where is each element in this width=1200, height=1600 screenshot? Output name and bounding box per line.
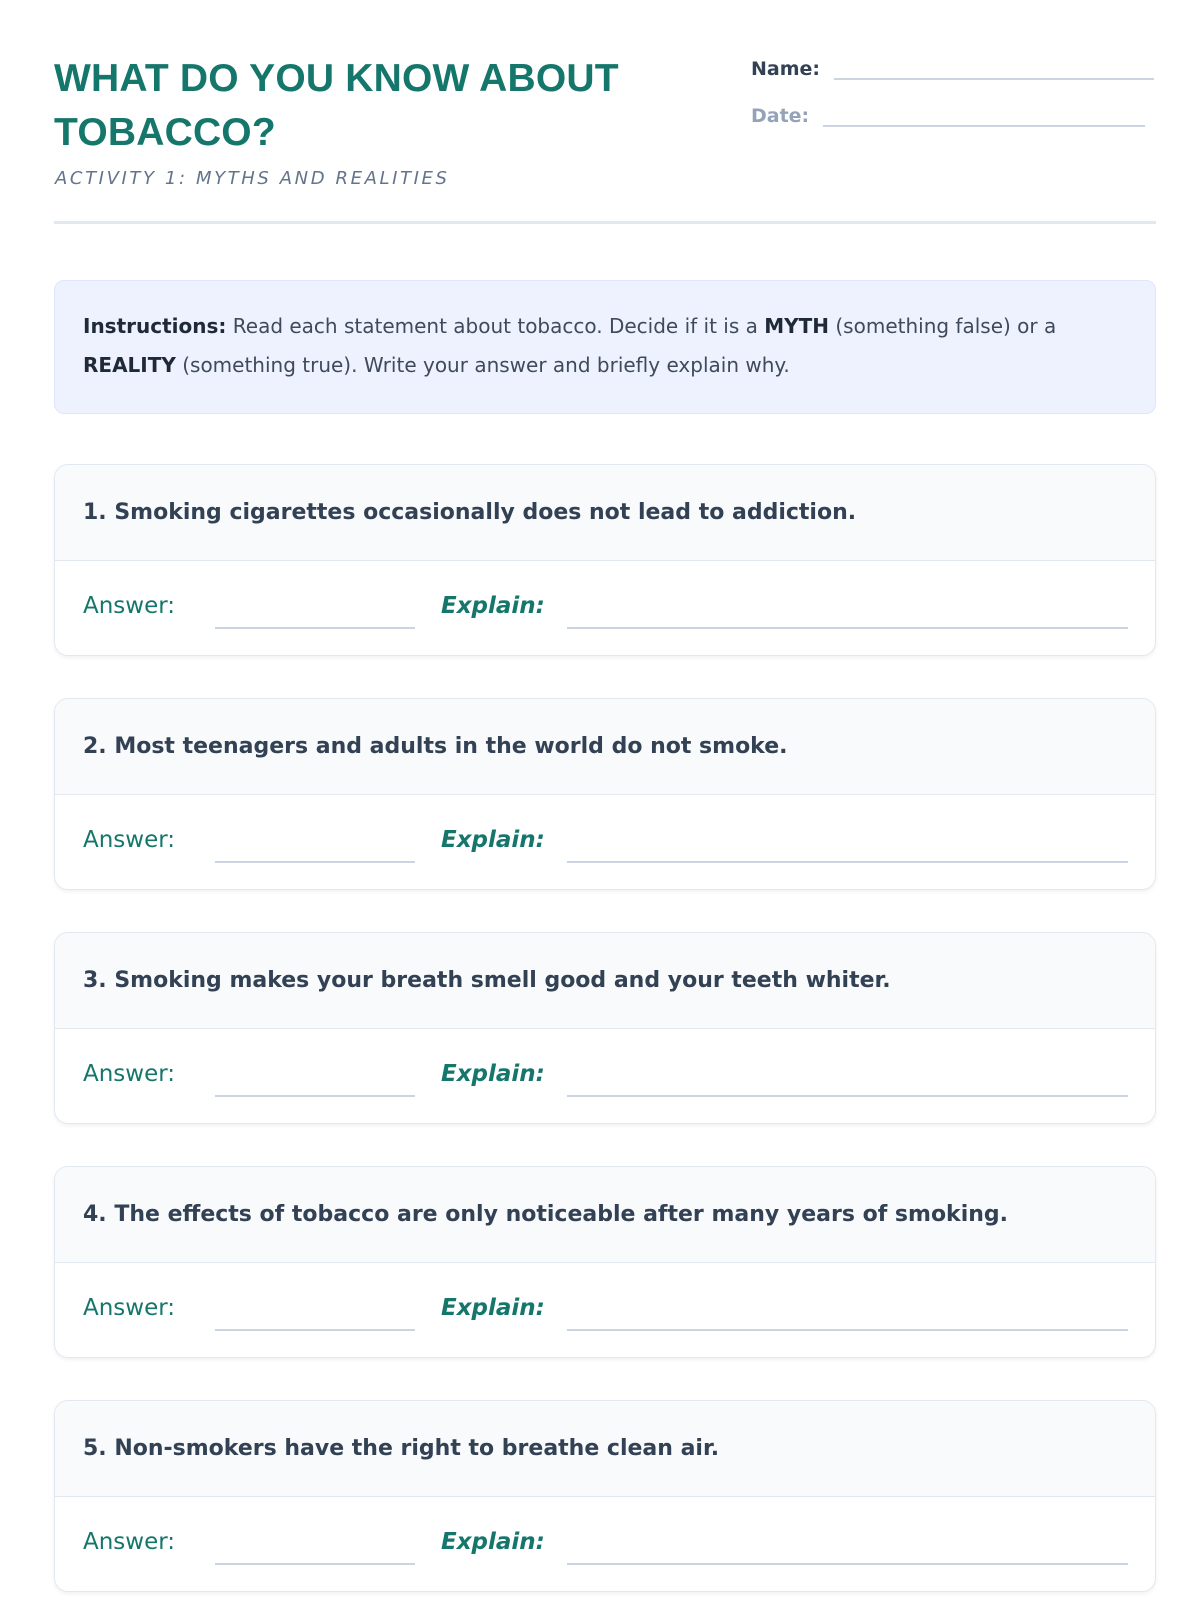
name-label: Name: — [751, 58, 821, 80]
date-field — [751, 105, 1145, 127]
instructions-text: (something true). Write your answer and briefly explain why. — [175, 353, 790, 377]
answer-input-line[interactable] — [215, 1095, 415, 1097]
header-divider — [54, 221, 1156, 224]
name-input-line[interactable] — [834, 78, 1154, 80]
date-label: Date: — [751, 105, 810, 127]
question-answer-row — [55, 1263, 1155, 1358]
question-card — [54, 698, 1156, 890]
question-statement: 2. Most teenagers and adults in the world do not smoke. — [55, 699, 1155, 795]
explain-input-line[interactable] — [567, 1095, 1128, 1097]
answer-input-line[interactable] — [215, 627, 415, 629]
answer-label: Answer: — [83, 593, 176, 619]
answer-input-line[interactable] — [215, 1563, 415, 1565]
instructions-text: (something false) or a — [829, 314, 1057, 338]
question-answer-row — [55, 1029, 1155, 1124]
question-statement: 1. Smoking cigarettes occasionally does not lead to addiction. — [55, 465, 1155, 561]
explain-label: Explain: — [441, 1295, 545, 1321]
explain-label: Explain: — [441, 827, 545, 853]
explain-input-line[interactable] — [567, 1563, 1128, 1565]
answer-input-line[interactable] — [215, 861, 415, 863]
answer-label: Answer: — [83, 827, 176, 853]
question-answer-row — [55, 1497, 1155, 1592]
question-statement: 4. The effects of tobacco are only noticeable after many years of smoking. — [55, 1167, 1155, 1263]
reality-keyword: REALITY — [83, 353, 176, 377]
question-answer-row — [55, 561, 1155, 656]
answer-label: Answer: — [83, 1061, 176, 1087]
explain-label: Explain: — [441, 1061, 545, 1087]
question-card — [54, 1400, 1156, 1592]
instructions-label: Instructions: — [83, 314, 227, 338]
instructions-box — [54, 280, 1156, 414]
page-title: WHAT DO YOU KNOW ABOUT TOBACCO? — [54, 57, 619, 154]
answer-label: Answer: — [83, 1529, 176, 1555]
name-field — [751, 58, 1154, 80]
explain-label: Explain: — [441, 1529, 545, 1555]
explain-input-line[interactable] — [567, 1329, 1128, 1331]
question-card — [54, 932, 1156, 1124]
question-card — [54, 464, 1156, 656]
date-input-line[interactable] — [823, 125, 1145, 127]
question-answer-row — [55, 795, 1155, 890]
answer-label: Answer: — [83, 1295, 176, 1321]
question-statement: 3. Smoking makes your breath smell good and your teeth whiter. — [55, 933, 1155, 1029]
instructions-text: Read each statement about tobacco. Decide if it is a — [226, 314, 765, 338]
explain-input-line[interactable] — [567, 861, 1128, 863]
explain-input-line[interactable] — [567, 627, 1128, 629]
myth-keyword: MYTH — [764, 314, 830, 338]
answer-input-line[interactable] — [215, 1329, 415, 1331]
question-statement: 5. Non-smokers have the right to breathe clean air. — [55, 1401, 1155, 1497]
explain-label: Explain: — [441, 593, 545, 619]
activity-subtitle: ACTIVITY 1: MYTHS AND REALITIES — [55, 168, 450, 189]
question-card — [54, 1166, 1156, 1358]
